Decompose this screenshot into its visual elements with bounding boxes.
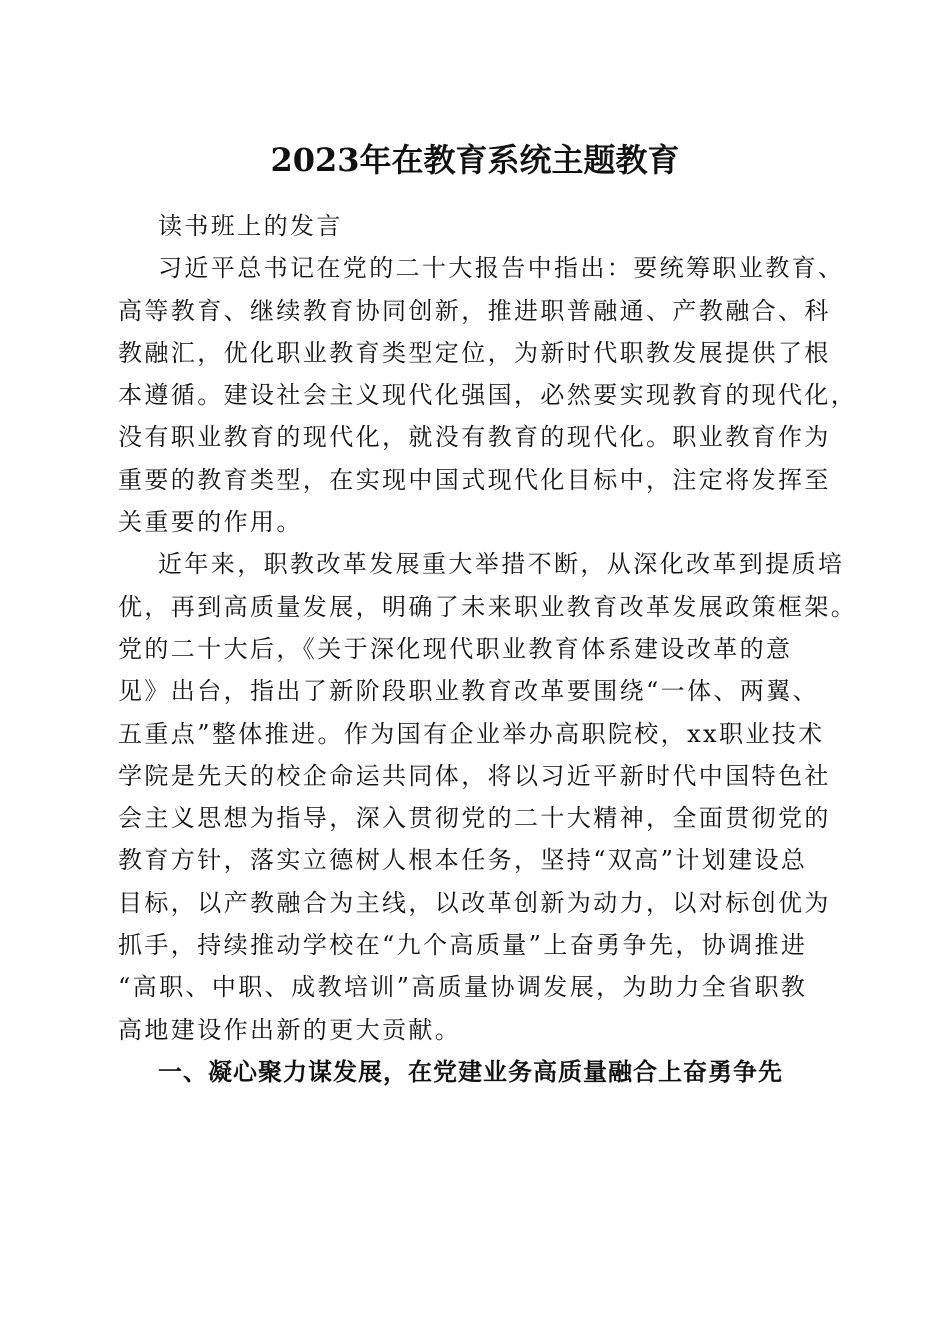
body-line: 会主义思想为指导，深入贯彻党的二十大精神，全面贯彻党的 bbox=[118, 804, 831, 833]
body-line: 本遵循。建设社会主义现代化强国，必然要实现教育的现代化， bbox=[118, 381, 858, 410]
body-line: 读书班上的发言 bbox=[158, 212, 343, 240]
document-title: 2023年在教育系统主题教育 bbox=[270, 141, 680, 179]
body-line: 抓手，持续推动学校在“九个高质量”上奋勇争先，协调推进 bbox=[118, 931, 808, 960]
body-line: 高等教育、继续教育协同创新，推进职普融通、产教融合、科 bbox=[118, 296, 831, 325]
body-line: 五重点”整体推进。作为国有企业举办高职院校，xx职业技术 bbox=[118, 719, 825, 748]
body-line: 重要的教育类型，在实现中国式现代化目标中，注定将发挥至 bbox=[118, 465, 831, 494]
body-line: 目标，以产教融合为主线，以改革创新为动力，以对标创优为 bbox=[118, 888, 831, 917]
body-line: 习近平总书记在党的二十大报告中指出：要统筹职业教育、 bbox=[158, 254, 845, 283]
section-heading: 一、凝心聚力谋发展，在党建业务高质量融合上奋勇争先 bbox=[158, 1056, 783, 1086]
body-line: 没有职业教育的现代化，就没有教育的现代化。职业教育作为 bbox=[118, 423, 831, 452]
document-body bbox=[118, 205, 858, 1093]
body-line: 关重要的作用。 bbox=[118, 508, 303, 537]
body-line: 优，再到高质量发展，明确了未来职业教育改革发展政策框架。 bbox=[118, 592, 858, 621]
body-line: “高职、中职、成教培训”高质量协调发展，为助力全省职教 bbox=[118, 973, 808, 1002]
body-line: 高地建设作出新的更大贡献。 bbox=[118, 1015, 462, 1044]
body-line: 教融汇，优化职业教育类型定位，为新时代职教发展提供了根 bbox=[118, 338, 831, 367]
body-line: 党的二十大后，《关于深化现代职业教育体系建设改革的意 bbox=[118, 634, 793, 663]
body-line: 教育方针，落实立德树人根本任务，坚持“双高”计划建设总 bbox=[118, 846, 808, 875]
body-line: 近年来，职教改革发展重大举措不断，从深化改革到提质培 bbox=[158, 550, 845, 579]
body-line: 学院是先天的校企命运共同体，将以习近平新时代中国特色社 bbox=[118, 761, 831, 790]
body-line: 见》出台，指出了新阶段职业教育改革要围绕“一体、两翼、 bbox=[118, 677, 820, 706]
